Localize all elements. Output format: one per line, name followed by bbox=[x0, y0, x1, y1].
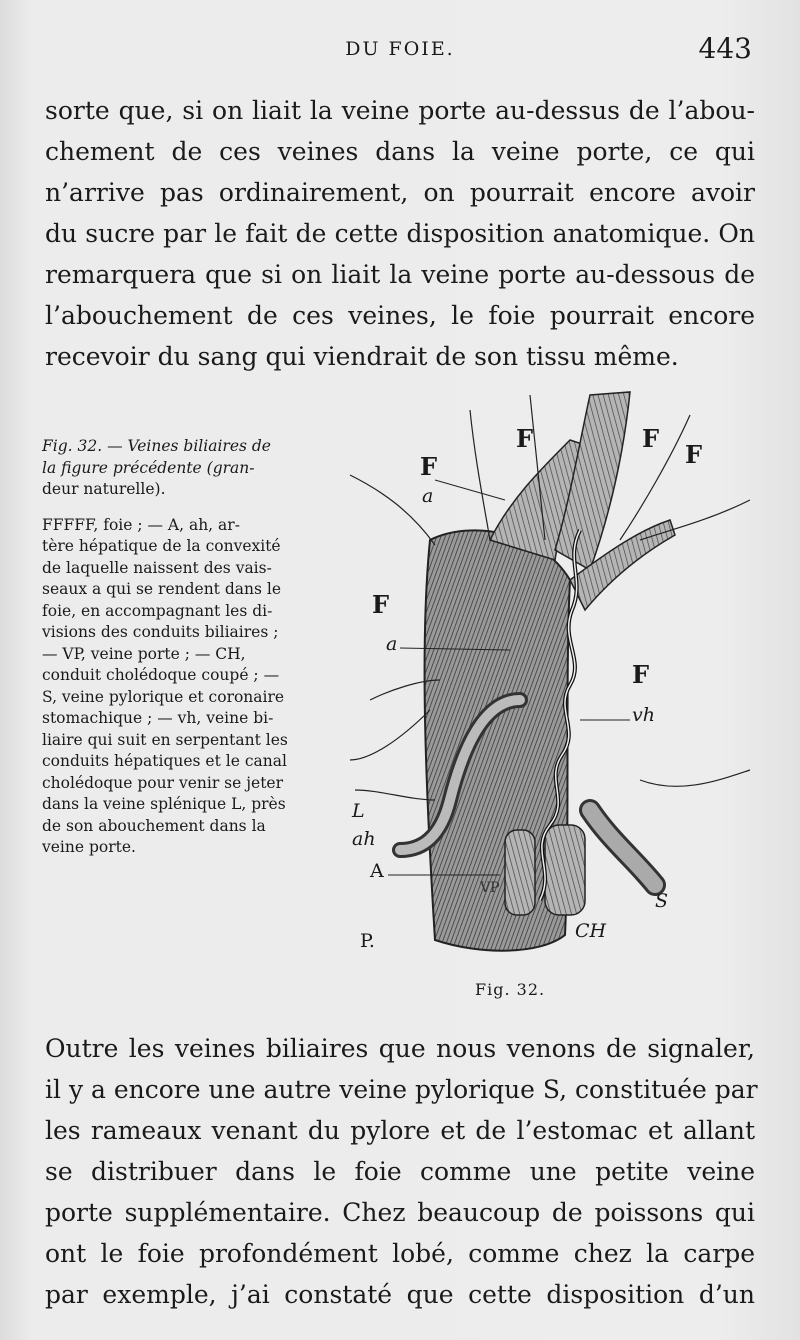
legend-line: conduit cholédoque coupé ; — bbox=[42, 666, 280, 684]
paragraph-top bbox=[45, 90, 755, 377]
legend-title-line: Fig. 32. — Veines biliaires de bbox=[42, 437, 271, 455]
label-F3: F bbox=[685, 440, 703, 469]
legend-line: stomachique ; — vh, veine bi- bbox=[42, 709, 274, 727]
label-a1: a bbox=[422, 485, 434, 507]
legend-line: liaire qui suit en serpentant les bbox=[42, 730, 288, 749]
legend-line: conduits hépatiques et le canal bbox=[42, 752, 287, 770]
label-F2: F bbox=[642, 424, 660, 453]
text-line: recevoir du sang qui viendrait de son tissu même. bbox=[45, 342, 679, 371]
paragraph-bottom bbox=[45, 1028, 758, 1315]
legend-line: FFFFF, foie ; — A, ah, ar- bbox=[42, 515, 240, 534]
legend-line: foie, en accompagnant les di- bbox=[42, 601, 273, 620]
label-A: A bbox=[370, 860, 384, 882]
label-a2: a bbox=[386, 633, 398, 655]
anatomical-illustration bbox=[340, 380, 760, 980]
figure-legend bbox=[42, 436, 340, 859]
text-line: Outre les veines biliaires que nous venons de signaler, bbox=[45, 1034, 755, 1063]
text-line: il y a encore une autre veine pylorique S, constituée par bbox=[45, 1075, 758, 1104]
label-S: S bbox=[655, 890, 669, 912]
label-P: P. bbox=[360, 930, 375, 952]
page-number: 443 bbox=[698, 32, 752, 65]
text-line: par exemple, j’ai constaté que cette disposition d’un bbox=[45, 1280, 755, 1309]
label-L: L bbox=[352, 800, 365, 822]
label-F5: F bbox=[372, 590, 390, 619]
figure-caption: Fig. 32. bbox=[475, 980, 546, 999]
label-CH: CH bbox=[575, 920, 607, 942]
legend-line: de laquelle naissent des vais- bbox=[42, 558, 272, 577]
text-line: ont le foie profondément lobé, comme chez la carpe bbox=[45, 1239, 755, 1268]
text-line: les rameaux venant du pylore et de l’estomac et allant bbox=[45, 1116, 755, 1145]
legend-line: dans la veine splénique L, près bbox=[42, 795, 286, 813]
running-title: DU FOIE. bbox=[345, 38, 455, 60]
label-ah: ah bbox=[352, 828, 376, 850]
label-F4: F bbox=[420, 452, 438, 481]
text-line: remarquera que si on liait la veine porte au-dessous de bbox=[45, 260, 755, 289]
label-F1: F bbox=[516, 424, 534, 453]
text-line: se distribuer dans le foie comme une petite veine bbox=[45, 1157, 755, 1186]
legend-title-line: la figure précédente (gran- bbox=[42, 458, 255, 477]
text-line: l’abouchement de ces veines, le foie pourrait encore bbox=[45, 301, 755, 330]
legend-title-line: deur naturelle). bbox=[42, 480, 166, 498]
text-line: chement de ces veines dans la veine porte, ce qui bbox=[45, 137, 755, 166]
text-line: porte supplémentaire. Chez beaucoup de poissons qui bbox=[45, 1198, 755, 1227]
legend-line: seaux a qui se rendent dans le bbox=[42, 580, 281, 598]
legend-line: — VP, veine porte ; — CH, bbox=[42, 644, 246, 663]
label-VP: VP bbox=[480, 880, 500, 896]
legend-line: veine porte. bbox=[42, 838, 136, 856]
legend-line: tère hépatique de la convexité bbox=[42, 537, 281, 555]
text-line: du sucre par le fait de cette disposition anatomique. On bbox=[45, 219, 755, 248]
legend-line: cholédoque pour venir se jeter bbox=[42, 773, 284, 792]
text-line: sorte que, si on liait la veine porte au-dessus de l’abou- bbox=[45, 96, 755, 125]
text-line: n’arrive pas ordinairement, on pourrait encore avoir bbox=[45, 178, 755, 207]
label-vh: vh bbox=[632, 704, 655, 726]
vein-engraving bbox=[340, 380, 760, 980]
legend-line: S, veine pylorique et coronaire bbox=[42, 687, 285, 706]
legend-line: de son abouchement dans la bbox=[42, 816, 266, 835]
label-F6: F bbox=[632, 660, 650, 689]
legend-line: visions des conduits biliaires ; bbox=[42, 623, 279, 641]
